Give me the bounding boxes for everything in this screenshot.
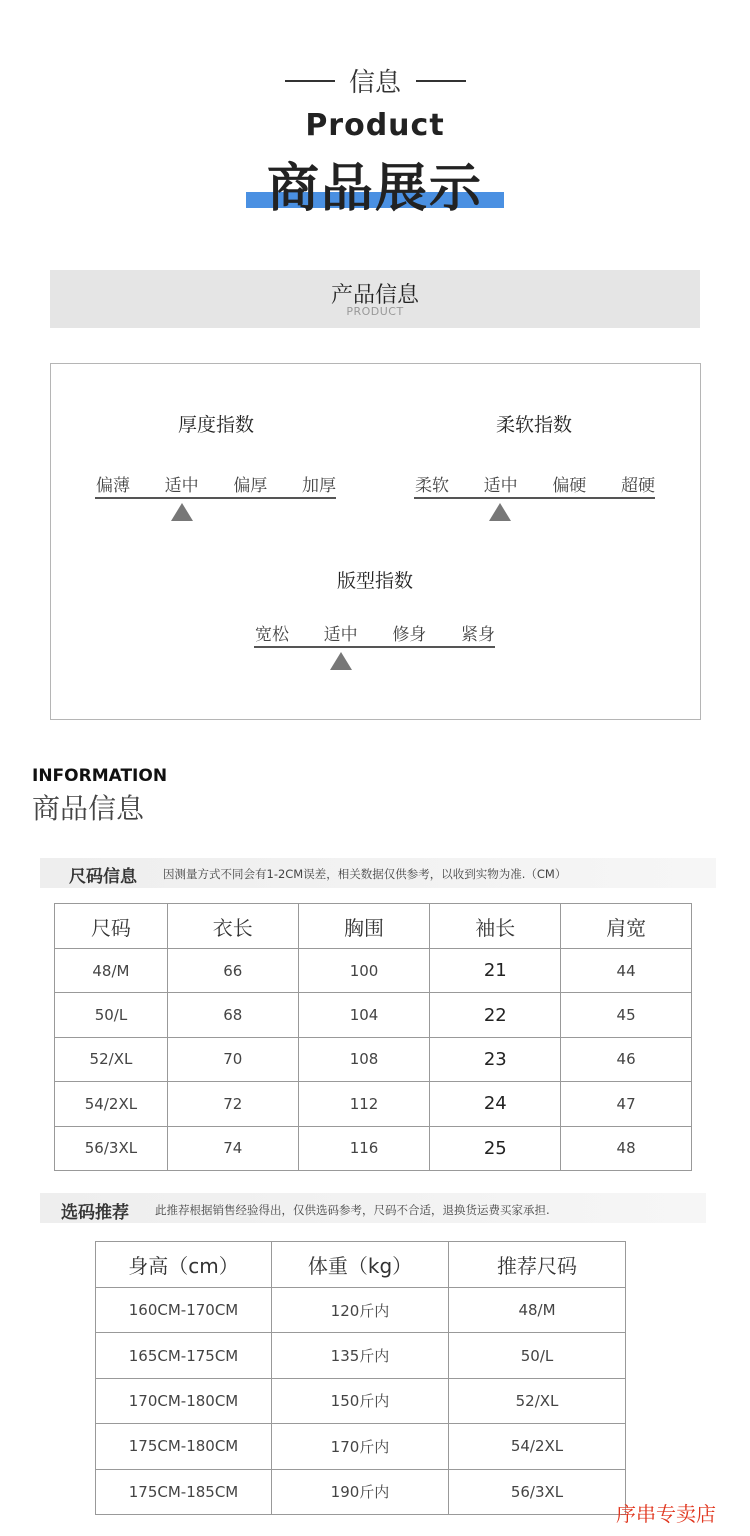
banner-title: 产品信息 [330, 283, 419, 308]
table-header-cell: 推荐尺码 [449, 1242, 626, 1288]
fit-line [254, 646, 495, 648]
softness-scale [415, 471, 655, 496]
table-cell: 116 [298, 1126, 430, 1170]
table-cell: 66 [167, 949, 298, 993]
table-row [96, 1288, 626, 1333]
softness-option: 偏硬 [552, 476, 587, 496]
table-cell: 22 [430, 993, 561, 1037]
softness-option: 适中 [483, 476, 518, 496]
table-cell: 48 [561, 1126, 692, 1170]
table-cell: 46 [561, 1037, 692, 1081]
table-cell: 56/3XL [449, 1469, 626, 1514]
table-header-cell: 肩宽 [561, 904, 692, 949]
table-row [55, 1082, 692, 1126]
recommend-section-note: 此推荐根据销售经验得出，仅供选码参考，尺码不合适，退换货运费买家承担. [155, 1203, 550, 1217]
table-header-row [55, 904, 692, 949]
table-cell: 25 [430, 1126, 561, 1170]
table-cell: 74 [167, 1126, 298, 1170]
size-table [54, 903, 692, 1171]
table-header-cell: 体重（kg） [272, 1242, 449, 1288]
recommend-section-title: 选码推荐 [61, 1203, 129, 1223]
table-cell: 175CM-185CM [96, 1469, 272, 1514]
thickness-option: 偏薄 [96, 476, 130, 496]
thickness-marker-icon [171, 503, 193, 521]
table-cell: 50/L [55, 993, 168, 1037]
fit-option: 适中 [323, 625, 358, 645]
size-section-note: 因测量方式不同会有1-2CM误差，相关数据仅供参考，以收到实物为准.（CM） [163, 867, 567, 881]
table-cell: 112 [298, 1082, 430, 1126]
table-cell: 170斤内 [272, 1424, 449, 1469]
header-english-title: Product [305, 108, 445, 143]
table-cell: 160CM-170CM [96, 1288, 272, 1333]
softness-title: 柔软指数 [495, 414, 572, 436]
banner-subtitle: PRODUCT [346, 305, 404, 318]
table-row [55, 1037, 692, 1081]
table-header-cell: 尺码 [55, 904, 168, 949]
table-cell: 44 [561, 949, 692, 993]
table-cell: 24 [430, 1082, 561, 1126]
table-cell: 120斤内 [272, 1288, 449, 1333]
table-cell: 175CM-180CM [96, 1424, 272, 1469]
table-cell: 54/2XL [55, 1082, 168, 1126]
thickness-title: 厚度指数 [177, 414, 254, 436]
table-cell: 72 [167, 1082, 298, 1126]
table-row [55, 1126, 692, 1170]
table-cell: 70 [167, 1037, 298, 1081]
table-cell: 150斤内 [272, 1378, 449, 1423]
table-cell: 23 [430, 1037, 561, 1081]
recommend-table [95, 1241, 626, 1515]
table-header-cell: 袖长 [430, 904, 561, 949]
header-small-title: 信息 [348, 68, 401, 98]
fit-marker-icon [330, 652, 352, 670]
table-row [55, 993, 692, 1037]
fit-option: 紧身 [460, 625, 495, 645]
table-cell: 68 [167, 993, 298, 1037]
table-cell: 190斤内 [272, 1469, 449, 1514]
fit-scale [255, 620, 495, 645]
information-heading-cn: 商品信息 [32, 792, 145, 825]
table-cell: 100 [298, 949, 430, 993]
table-row [55, 949, 692, 993]
table-header-cell: 身高（cm） [96, 1242, 272, 1288]
softness-option: 超硬 [620, 476, 655, 496]
thickness-option: 加厚 [301, 476, 336, 496]
table-cell: 104 [298, 993, 430, 1037]
information-heading-en: INFORMATION [32, 766, 168, 786]
table-cell: 48/M [55, 949, 168, 993]
fit-option: 修身 [392, 625, 427, 645]
table-row [96, 1424, 626, 1469]
thickness-option: 偏厚 [233, 476, 268, 496]
table-cell: 108 [298, 1037, 430, 1081]
table-cell: 50/L [449, 1333, 626, 1378]
table-cell: 170CM-180CM [96, 1378, 272, 1423]
header-divider-right [416, 80, 466, 82]
table-cell: 48/M [449, 1288, 626, 1333]
table-cell: 52/XL [55, 1037, 168, 1081]
table-header-cell: 衣长 [167, 904, 298, 949]
table-header-row [96, 1242, 626, 1288]
softness-option: 柔软 [415, 476, 449, 496]
table-cell: 45 [561, 993, 692, 1037]
table-cell: 135斤内 [272, 1333, 449, 1378]
fit-option: 宽松 [255, 625, 289, 645]
table-cell: 21 [430, 949, 561, 993]
table-cell: 165CM-175CM [96, 1333, 272, 1378]
table-row [96, 1333, 626, 1378]
thickness-scale [96, 471, 336, 496]
thickness-line [95, 497, 336, 499]
table-header-cell: 胸围 [298, 904, 430, 949]
table-cell: 54/2XL [449, 1424, 626, 1469]
table-row [96, 1378, 626, 1423]
table-cell: 56/3XL [55, 1126, 168, 1170]
store-watermark: 序串专卖店 [616, 1502, 716, 1526]
table-row [96, 1469, 626, 1514]
size-section-title: 尺码信息 [69, 867, 137, 887]
header-chinese-title: 商品展示 [266, 159, 483, 219]
softness-line [414, 497, 655, 499]
fit-title: 版型指数 [336, 570, 413, 592]
thickness-option: 适中 [164, 476, 199, 496]
table-cell: 52/XL [449, 1378, 626, 1423]
softness-marker-icon [489, 503, 511, 521]
table-cell: 47 [561, 1082, 692, 1126]
